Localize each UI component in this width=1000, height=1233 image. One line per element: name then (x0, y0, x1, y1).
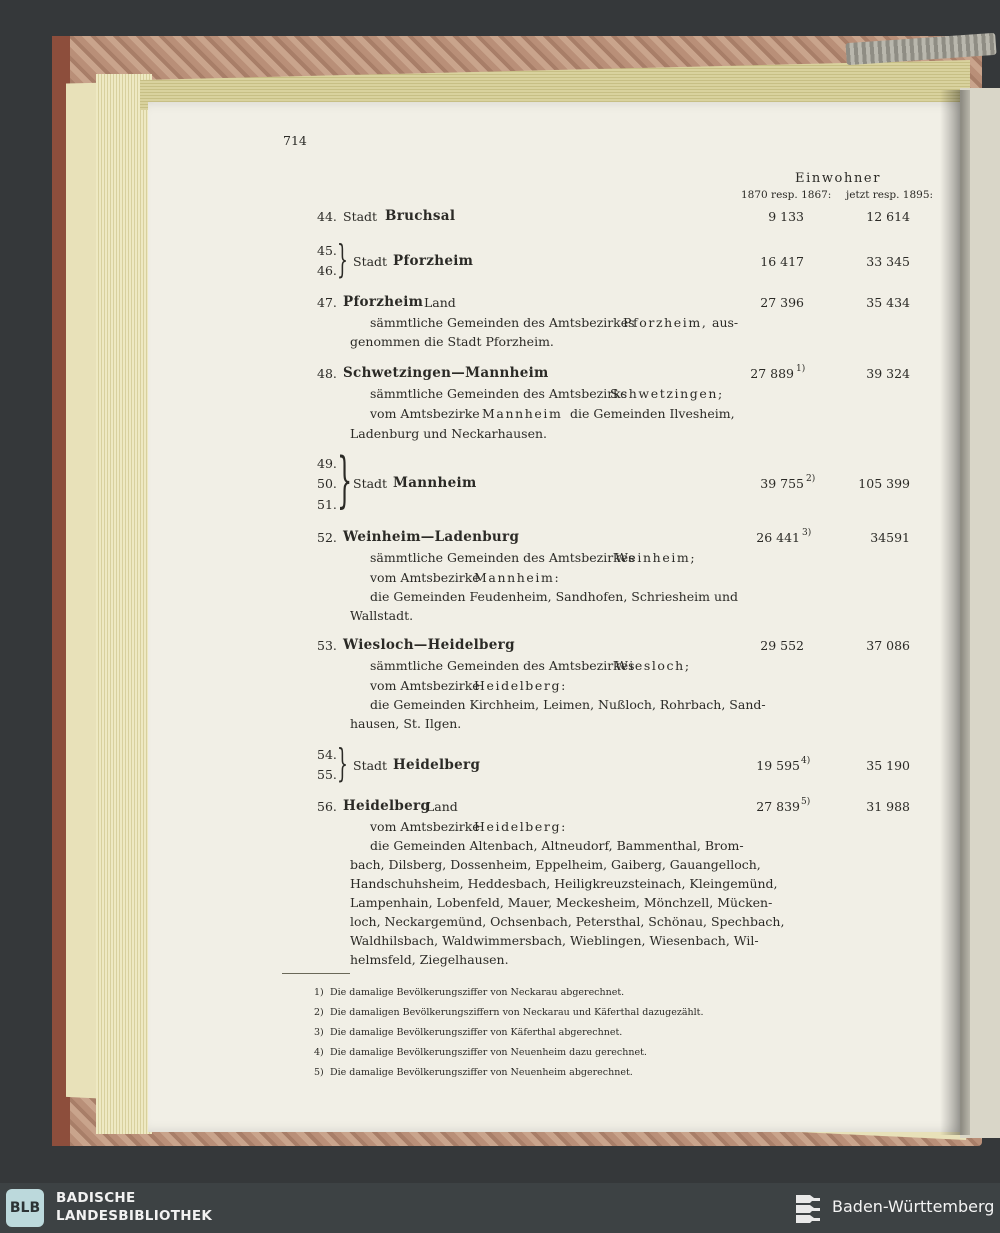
entry-text: sämmtliche Gemeinden des Amtsbezirkes (370, 550, 635, 565)
entry-text-spaced: Pforzheim, (623, 315, 708, 330)
entry-text: vom Amtsbezirke (370, 678, 480, 693)
value-1895: 34591 (870, 530, 910, 545)
entry-number: 49. (317, 456, 337, 471)
footnote-divider (282, 973, 350, 974)
entry-text: Handschuhsheim, Heddesbach, Heiligkreuzsteinach, Kleingemünd, (350, 876, 778, 891)
value-1895: 105 399 (858, 476, 910, 491)
entry-text: vom Amtsbezirke (370, 570, 480, 585)
footnote-text: Die damalige Bevölkerungsziffer von Neckarau abgerechnet. (330, 987, 625, 998)
entry-prefix: Stadt (353, 758, 388, 773)
footnote-mark: 3) (314, 1027, 324, 1038)
entry-text-spaced: Schwetzingen; (610, 386, 724, 401)
entry-text: aus- (712, 315, 739, 330)
state-name[interactable]: Baden-Württemberg (832, 1197, 995, 1216)
entry-number: 47. (317, 295, 337, 310)
entry-text: sämmtliche Gemeinden des Amtsbezirkes (370, 658, 635, 673)
entry-number: 54. (317, 747, 337, 762)
library-name-line2: LANDESBIBLIOTHEK (56, 1208, 213, 1224)
brace-icon: } (337, 741, 348, 785)
column-header-1870: 1870 resp. 1867: (741, 189, 832, 201)
entry-text-spaced: Mannheim: (474, 570, 561, 585)
entry-text: sämmtliche Gemeinden des Amtsbezirkes (370, 315, 635, 330)
footnote-text: Die damaligen Bevölkerungsziffern von Neckarau und Käferthal dazugezählt. (330, 1007, 704, 1018)
entry-text: die Gemeinden Kirchheim, Leimen, Nußloch, Rohrbach, Sand- (370, 697, 766, 712)
entry-text: Waldhilsbach, Waldwimmersbach, Wieblingen, Wiesenbach, Wil- (350, 933, 759, 948)
footnote-mark: 2) (314, 1007, 324, 1018)
entry-suffix: Land (426, 799, 458, 814)
brace-icon: } (337, 445, 353, 515)
entry-name: Heidelberg (343, 798, 431, 814)
entry-number: 48. (317, 366, 337, 381)
value-1870: 19 595 (756, 758, 800, 773)
entry-text-spaced: Wiesloch; (615, 658, 691, 673)
entry-text: vom Amtsbezirke (370, 406, 480, 421)
entry-text: helmsfeld, Ziegelhausen. (350, 952, 509, 967)
entry-name: Pforzheim (393, 253, 474, 269)
footnote-text: Die damalige Bevölkerungsziffer von Neuenheim dazu gerechnet. (330, 1047, 647, 1058)
value-1870: 27 839 (756, 799, 800, 814)
entry-number: 55. (317, 767, 337, 782)
entry-number: 56. (317, 799, 337, 814)
brace-icon: } (337, 237, 348, 281)
entry-name: Mannheim (393, 475, 477, 491)
entry-text: die Gemeinden Feudenheim, Sandhofen, Schriesheim und (370, 589, 739, 604)
value-1870: 9 133 (768, 209, 804, 224)
entry-prefix: Stadt (353, 254, 388, 269)
entry-prefix: Stadt (343, 209, 378, 224)
entry-text: die Gemeinden Ilvesheim, (570, 406, 735, 421)
entry-number: 45. (317, 243, 337, 258)
gutter-shadow (940, 90, 970, 1135)
entry-text-spaced: Weinheim; (615, 550, 697, 565)
value-1895: 31 988 (866, 799, 910, 814)
footnote-text: Die damalige Bevölkerungsziffer von Neuenheim abgerechnet. (330, 1067, 633, 1078)
footnote-mark: 1) (314, 987, 324, 998)
entry-text: Wallstadt. (350, 608, 414, 623)
entry-name: Weinheim—Ladenburg (343, 529, 520, 545)
footnote-text: Die damalige Bevölkerungsziffer von Käferthal abgerechnet. (330, 1027, 623, 1038)
column-header-1895: jetzt resp. 1895: (846, 189, 934, 201)
entry-text-spaced: Heidelberg: (474, 819, 567, 834)
page-edges (96, 74, 152, 1134)
footer-bar (0, 1183, 1000, 1233)
column-header-title: Einwohner (795, 171, 882, 186)
entry-number: 52. (317, 530, 337, 545)
footnote-mark: 5) (314, 1067, 324, 1078)
blb-logo[interactable]: BLB (6, 1189, 44, 1227)
value-1895: 35 434 (866, 295, 910, 310)
footnote-ref: 1) (796, 364, 806, 374)
value-1870: 27 396 (760, 295, 804, 310)
value-1895: 35 190 (866, 758, 910, 773)
library-name-line1: BADISCHE (56, 1190, 136, 1206)
entry-text: genommen die Stadt Pforzheim. (350, 334, 554, 349)
entry-number: 50. (317, 476, 337, 491)
value-1895: 33 345 (866, 254, 910, 269)
entry-name: Heidelberg (393, 757, 481, 773)
page-number: 714 (283, 133, 307, 148)
lions-coat-of-arms-icon (790, 1191, 824, 1225)
value-1895: 37 086 (866, 638, 910, 653)
entry-text-spaced: Mannheim (482, 406, 563, 421)
entry-name: Bruchsal (385, 208, 456, 224)
entry-suffix: Land (424, 295, 456, 310)
entry-number: 53. (317, 638, 337, 653)
entry-text: bach, Dilsberg, Dossenheim, Eppelheim, Gaiberg, Gauangelloch, (350, 857, 761, 872)
footnote-mark: 4) (314, 1047, 324, 1058)
footnote-ref: 4) (801, 756, 811, 766)
value-1870: 26 441 (756, 530, 800, 545)
entry-name: Pforzheim (343, 294, 424, 310)
entry-number: 46. (317, 263, 337, 278)
entry-text-spaced: Heidelberg: (474, 678, 567, 693)
footnote-ref: 3) (802, 528, 812, 538)
entry-text: Ladenburg und Neckarhausen. (350, 426, 548, 441)
value-1870: 27 889 (750, 366, 794, 381)
entry-name: Schwetzingen—Mannheim (343, 365, 549, 381)
entry-prefix: Stadt (353, 476, 388, 491)
value-1895: 39 324 (866, 366, 910, 381)
entry-text: hausen, St. Ilgen. (350, 716, 462, 731)
footnote-ref: 5) (801, 797, 811, 807)
entry-text: Lampenhain, Lobenfeld, Mauer, Meckesheim, Mönchzell, Mücken- (350, 895, 773, 910)
footnote-ref: 2) (806, 474, 816, 484)
value-1870: 39 755 (760, 476, 804, 491)
entry-text: die Gemeinden Altenbach, Altneudorf, Bammenthal, Brom- (370, 838, 744, 853)
entry-name: Wiesloch—Heidelberg (343, 637, 515, 653)
entry-number: 44. (317, 209, 337, 224)
entry-text: sämmtliche Gemeinden des Amtsbezirks (370, 386, 628, 401)
entry-text: vom Amtsbezirke (370, 819, 480, 834)
entry-number: 51. (317, 497, 337, 512)
value-1895: 12 614 (866, 209, 910, 224)
value-1870: 29 552 (760, 638, 804, 653)
value-1870: 16 417 (760, 254, 804, 269)
entry-text: loch, Neckargemünd, Ochsenbach, Petersthal, Schönau, Spechbach, (350, 914, 785, 929)
